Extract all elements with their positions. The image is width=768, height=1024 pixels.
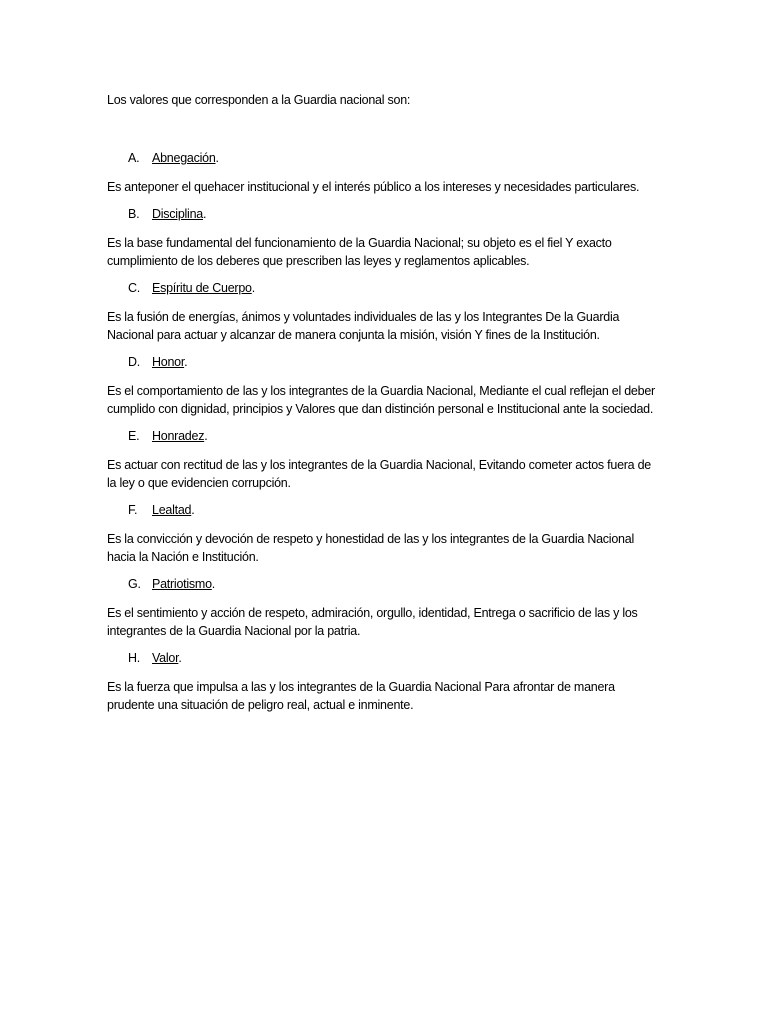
value-description: Es la base fundamental del funcionamiento de la Guardia Nacional; su objeto es el fiel Y exacto cumplimiento de los deberes que prescriben las leyes y reglamentos aplicables. bbox=[107, 236, 612, 268]
value-name: Abnegación bbox=[152, 151, 216, 165]
value-description: Es el sentimiento y acción de respeto, admiración, orgullo, identidad, Entrega o sacrificio de las y los integrantes de la Guardia Nacional por la patria. bbox=[107, 606, 638, 638]
value-item bbox=[107, 575, 667, 640]
value-item bbox=[107, 353, 667, 418]
value-heading bbox=[128, 427, 667, 445]
value-item bbox=[107, 279, 667, 344]
value-name-period: . bbox=[204, 429, 208, 443]
value-heading bbox=[128, 353, 667, 371]
value-letter: G. bbox=[128, 577, 141, 591]
value-name: Honor bbox=[152, 355, 185, 369]
value-item bbox=[107, 501, 667, 566]
value-description: Es actuar con rectitud de las y los integrantes de la Guardia Nacional, Evitando cometer actos fuera de la ley o que evidencien corrupción. bbox=[107, 458, 652, 490]
value-item bbox=[107, 205, 667, 270]
value-name-period: . bbox=[251, 281, 255, 295]
value-heading bbox=[128, 279, 667, 297]
value-heading bbox=[128, 501, 667, 519]
value-name: Lealtad bbox=[152, 503, 192, 517]
intro-text: Los valores que corresponden a la Guardia nacional son: bbox=[107, 93, 411, 107]
value-heading bbox=[128, 575, 667, 593]
value-letter: D. bbox=[128, 355, 140, 369]
value-item bbox=[107, 649, 667, 714]
value-name: Disciplina bbox=[152, 207, 203, 221]
value-name-period: . bbox=[191, 503, 195, 517]
value-name-period: . bbox=[215, 151, 219, 165]
value-letter: F. bbox=[128, 503, 138, 517]
value-letter: B. bbox=[128, 207, 140, 221]
value-name-period: . bbox=[211, 577, 216, 591]
value-item bbox=[107, 149, 667, 196]
value-heading bbox=[128, 649, 667, 667]
value-name-period: . bbox=[184, 355, 188, 369]
value-item bbox=[107, 427, 667, 492]
value-description: Es el comportamiento de las y los integrantes de la Guardia Nacional, Mediante el cual reflejan el deber cumplido con dignidad, principios y Valores que dan distinción personal e Institucional ante la sociedad. bbox=[107, 384, 655, 416]
value-letter: A. bbox=[128, 151, 140, 165]
value-name: Valor bbox=[152, 651, 179, 665]
value-description: Es la convicción y devoción de respeto y honestidad de las y los integrantes de la Guardia Nacional hacia la Nación e Institución. bbox=[107, 532, 634, 564]
value-heading bbox=[128, 149, 667, 167]
value-name-period: . bbox=[203, 207, 207, 221]
value-name: Patriotismo bbox=[152, 577, 212, 591]
value-heading bbox=[128, 205, 667, 223]
values-list bbox=[107, 149, 667, 723]
value-name-period: . bbox=[178, 651, 182, 665]
value-letter: C. bbox=[128, 281, 140, 295]
value-letter: H. bbox=[128, 651, 140, 665]
value-name: Espíritu de Cuerpo bbox=[152, 281, 252, 295]
value-letter: E. bbox=[128, 429, 140, 443]
value-description: Es anteponer el quehacer institucional y el interés público a los intereses y necesidades particulares. bbox=[107, 180, 640, 194]
value-description: Es la fuerza que impulsa a las y los integrantes de la Guardia Nacional Para afrontar de manera prudente una situación de peligro real, actual e inminente. bbox=[107, 680, 615, 712]
value-name: Honradez bbox=[152, 429, 205, 443]
value-description: Es la fusión de energías, ánimos y voluntades individuales de las y los Integrantes De la Guardia Nacional para actuar y alcanzar de manera conjunta la misión, visión Y fines de la Institución. bbox=[107, 310, 620, 342]
